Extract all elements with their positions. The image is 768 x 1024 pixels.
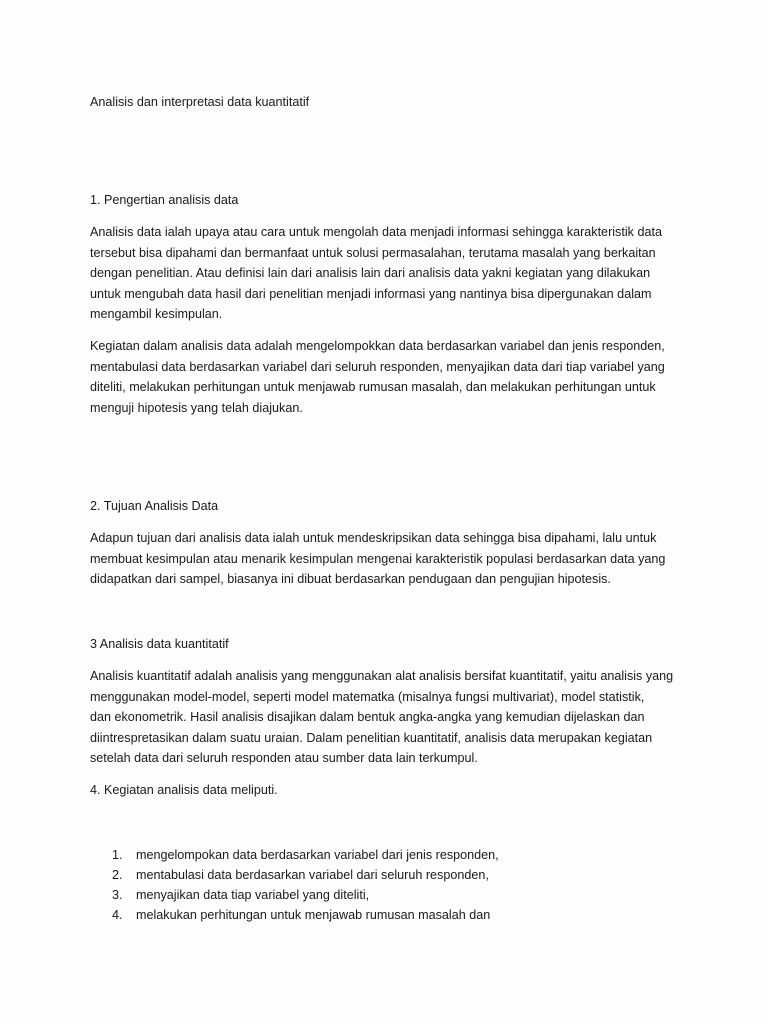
paragraph-line: menguji hipotesis yang telah diajukan.	[90, 400, 303, 415]
list-text: mengelompokan data berdasarkan variabel dari jenis responden,	[136, 848, 499, 862]
paragraph-line: Analisis data ialah upaya atau cara untuk mengolah data menjadi informasi sehingga karakteristik data	[90, 225, 662, 239]
paragraph-line: didapatkan dari sampel, biasanya ini dibuat berdasarkan pendugaan dan pengujian hipotesis.	[90, 572, 611, 586]
paragraph-line: diteliti, melakukan perhitungan untuk menjawab rumusan masalah, dan melakukan perhitungan untuk	[90, 380, 656, 394]
list-number: 3.	[112, 888, 123, 902]
section-2-paragraph-1	[90, 528, 690, 590]
list-item	[112, 885, 369, 905]
list-number: 4.	[112, 908, 123, 922]
paragraph-line: tersebut bisa dipahami dan bermanfaat untuk solusi permasalahan, terutama masalah yang berkaitan	[90, 245, 656, 260]
section-4-heading: 4. Kegiatan analisis data meliputi.	[90, 783, 278, 797]
section-3-heading: 3 Analisis data kuantitatif	[90, 637, 229, 651]
paragraph-line: dengan penelitian. Atau definisi lain dari analisis lain dari analisis data yakni kegiatan yang dilakukan	[90, 266, 651, 280]
paragraph-line: untuk mengubah data hasil dari penelitian menjadi informasi yang nantinya bisa dipergunakan dalam	[90, 286, 652, 301]
paragraph-line: dan ekonometrik. Hasil analisis disajikan dalam bentuk angka-angka yang kemudian dijelaskan dan	[90, 710, 645, 724]
paragraph-line: membuat kesimpulan atau menarik kesimpulan mengenai karakteristik populasi berdasarkan data yang	[90, 551, 666, 566]
section-1-paragraph-2	[90, 336, 690, 418]
section-1-paragraph-1	[90, 222, 690, 325]
list-text: melakukan perhitungan untuk menjawab rumusan masalah dan	[136, 908, 491, 922]
paragraph-line: mengambil kesimpulan.	[90, 307, 223, 321]
list-number: 2.	[112, 868, 123, 882]
section-3-paragraph-1	[90, 666, 690, 769]
section-1-heading: 1. Pengertian analisis data	[90, 193, 239, 207]
paragraph-line: mentabulasi data berdasarkan variabel dari seluruh responden, menyajikan data dari tiap variabel yang	[90, 359, 665, 374]
list-text: menyajikan data tiap variabel yang diteliti,	[136, 888, 370, 902]
paragraph-line: menggunakan model-model, seperti model matematka (misalnya fungsi multivariat), model statistik,	[90, 689, 645, 704]
list-item	[112, 865, 489, 885]
list-item	[112, 845, 499, 865]
paragraph-line: Adapun tujuan dari analisis data ialah untuk mendeskripsikan data sehingga bisa dipahami, lalu untuk	[90, 531, 657, 545]
list-item	[112, 905, 490, 925]
paragraph-line: setelah data dari seluruh responden atau sumber data lain terkumpul.	[90, 751, 478, 765]
section-2-heading: 2. Tujuan Analisis Data	[90, 499, 219, 513]
list-text: mentabulasi data berdasarkan variabel dari seluruh responden,	[136, 868, 489, 882]
document-title: Analisis dan interpretasi data kuantitatif	[90, 95, 310, 109]
paragraph-line: Kegiatan dalam analisis data adalah mengelompokkan data berdasarkan variabel dan jenis responden,	[90, 339, 665, 353]
paragraph-line: diintrespretasikan dalam suatu uraian. Dalam penelitian kuantitatif, analisis data merupakan kegiatan	[90, 730, 653, 745]
paragraph-line: Analisis kuantitatif adalah analisis yang menggunakan alat analisis bersifat kuantitatif, yaitu analisis yang	[90, 669, 674, 683]
list-number: 1.	[112, 848, 123, 862]
